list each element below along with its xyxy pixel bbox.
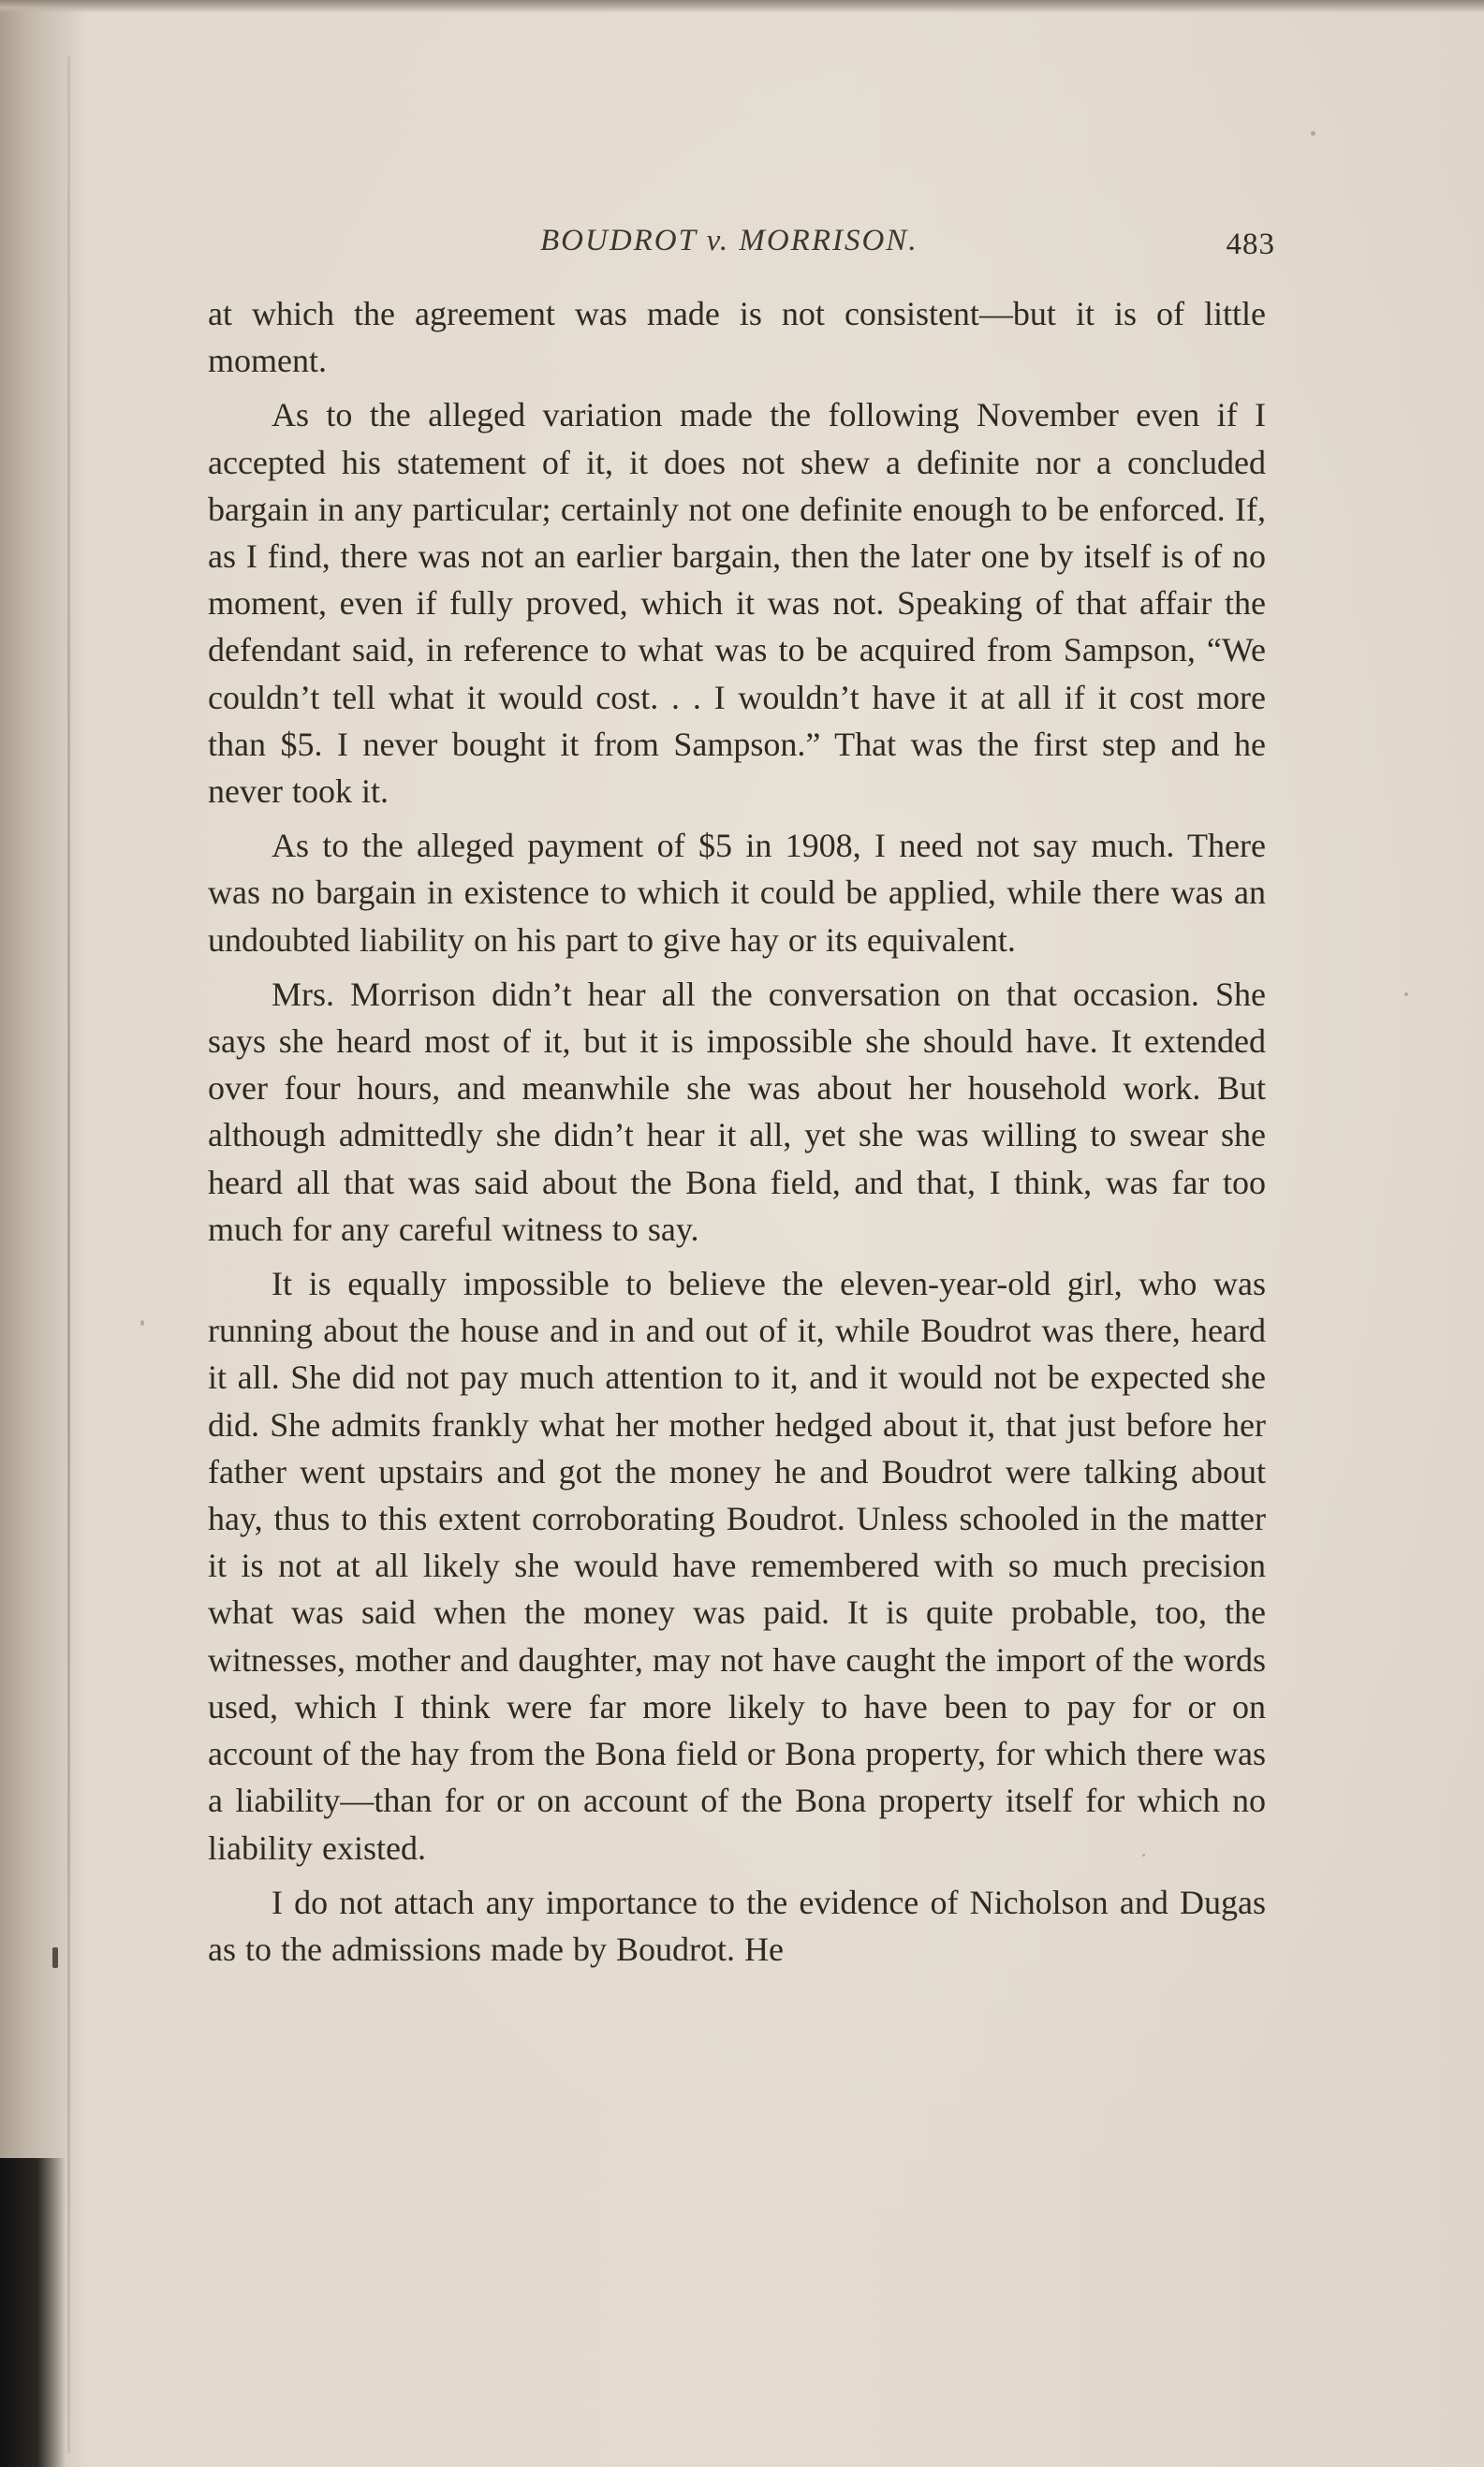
page-header [208, 220, 1275, 276]
page-gutter [0, 0, 89, 2467]
scan-dark-corner [0, 2158, 66, 2467]
body-text [208, 290, 1266, 1980]
paper-speck [1311, 131, 1315, 136]
paragraph: at which the agreement was made is not consistent—but it is of little moment. [208, 295, 1266, 380]
paragraph: It is equally impossible to believe the eleven-year-old girl, who was running about the house and in and out of it, while Boudrot was there, heard it all. She did not pay much attention to it, and it would not be expected she did. She admits frankly what her mother hedged about it, that just before her father went upstairs and got the money he and Boudrot were talking about hay, thus to this extent corroborating Boudrot. Unless schooled in the matter it is not at all likely she would have remembered with so much precision what was said when the money was paid. It is quite probable, too, the witnesses, mother and daughter, may not have caught the import of the words used, which I think were far more likely to have been to pay for or on account of the hay from the Bona field or Bona property, for which there was a liability—than for or on account of the Bona property itself for which no liability existed. [208, 1265, 1266, 1867]
binding-shadow [67, 56, 70, 2453]
page-number: 483 [1226, 228, 1275, 261]
running-head: BOUDROT v. MORRISON. [540, 224, 918, 257]
paper-speck [1404, 992, 1408, 996]
page-top-edge [0, 0, 1484, 13]
paper-speck [52, 1947, 58, 1968]
paragraph: I do not attach any importance to the evidence of Nicholson and Dugas as to the admissions made by Boudrot. He [208, 1883, 1266, 1968]
paragraph: As to the alleged payment of $5 in 1908, I need not say much. There was no bargain in existence to which it could be applied, while there was an undoubted liability on his part to give hay or its equivalent. [208, 827, 1266, 959]
paper-speck [140, 1320, 144, 1326]
paragraph: As to the alleged variation made the following November even if I accepted his statement of it, it does not shew a definite nor a concluded bargain in any particular; certainly not one definite enough to be enforced. If, as I find, there was not an earlier bargain, then the later one by itself is of no moment, even if fully proved, which it was not. Speaking of that affair the defendant said, in reference to what was to be acquired from Sampson, “We couldn’t tell what it would cost. . . I wouldn’t have it at all if it cost more than $5. I never bought it from Sampson.” That was the first step and he never took it. [208, 396, 1266, 811]
paragraph: Mrs. Morrison didn’t hear all the conversation on that occasion. She says she heard most of it, but it is impossible she should have. It extended over four hours, and meanwhile she was about her household work. But although admittedly she didn’t hear it all, yet she was willing to swear she heard all that was said about the Bona field, and that, I think, was far too much for any careful witness to say. [208, 975, 1266, 1248]
